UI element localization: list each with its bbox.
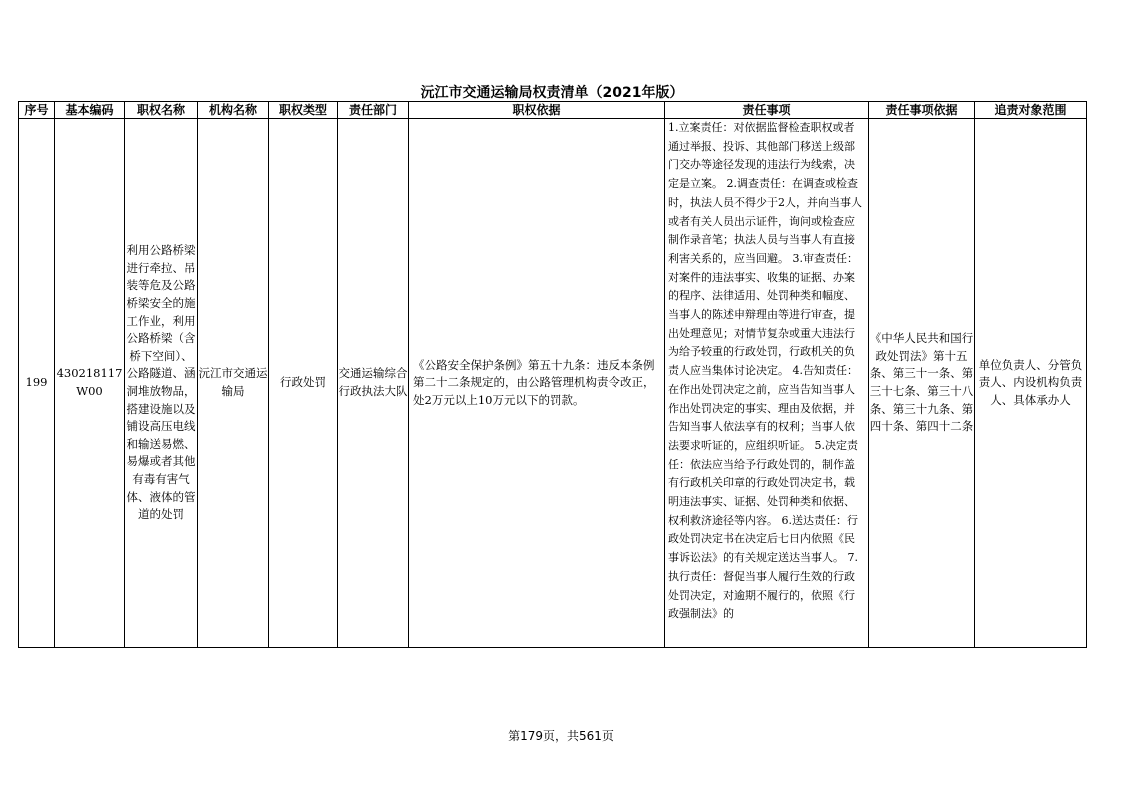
document-title: 沅江市交通运输局权责清单（2021年版） [420, 85, 684, 101]
cell-seq: 199 [19, 119, 55, 648]
cell-agency: 沅江市交通运输局 [198, 119, 269, 648]
header-basis: 职权依据 [409, 102, 665, 119]
responsibility-table [18, 101, 1087, 648]
cell-accountability: 单位负责人、分管负责人、内设机构负责人、具体承办人 [975, 119, 1087, 648]
header-power-name: 职权名称 [125, 102, 198, 119]
cell-duty-basis: 《中华人民共和国行政处罚法》第十五条、第三十一条、第三十七条、第三十八条、第三十九条、第四十条、第四十二条 [869, 119, 975, 648]
header-power-type: 职权类型 [269, 102, 338, 119]
header-row [19, 102, 1087, 119]
header-duty-basis: 责任事项依据 [869, 102, 975, 119]
cell-power-name: 利用公路桥梁进行牵拉、吊装等危及公路桥梁安全的施工作业，利用公路桥梁（含桥下空间）、公路隧道、涵洞堆放物品，搭建设施以及铺设高压电线和输送易燃、易爆或者其他有毒有害气体、液体的管道的处罚 [125, 119, 198, 648]
header-accountability: 追责对象范围 [975, 102, 1087, 119]
cell-power-type: 行政处罚 [269, 119, 338, 648]
header-code: 基本编码 [55, 102, 125, 119]
cell-basis: 《公路安全保护条例》第五十九条：违反本条例第二十二条规定的，由公路管理机构责令改正，处2万元以上10万元以下的罚款。 [409, 119, 665, 648]
cell-duties: 1.立案责任：对依据监督检查职权或者通过举报、投诉、其他部门移送上级部门交办等途径发现的违法行为线索，决定是立案。 2.调查责任：在调查或检查时，执法人员不得少于2人，并向当事人或者有关人员出示证件，询问或检查应制作录音笔；执法人员与当事人有直接利害关系的，应当回避。 3.审查责任：对案件的违法事实、收集的证据、办案的程序、法律适用、处罚种类和幅度、当事人的陈述申辩理由等进行审查，提出处理意见；对情节复杂或重大违法行为给予较重的行政处罚，行政机关的负责人应当集体讨论决定。 4.告知责任：在作出处罚决定之前，应当告知当事人作出处罚决定的事实、理由及依据，并告知当事人依法享有的权利；当事人依法要求听证的，应组织听证。 5.决定责任：依法应当给予行政处罚的，制作盖有行政机关印章的行政处罚决定书，载明违法事实、证据、处罚种类和依据、权利救济途径等内容。 6.送达责任：行政处罚决定书在决定后七日内依照《民事诉讼法》的有关规定送达当事人。 7.执行责任：督促当事人履行生效的行政处罚决定，对逾期不履行的，依照《行政强制法》的 [665, 119, 869, 648]
cell-department: 交通运输综合行政执法大队 [338, 119, 409, 648]
cell-code: 430218117W00 [55, 119, 125, 648]
page-number: 第179页，共561页 [508, 729, 614, 743]
header-duties: 责任事项 [665, 102, 869, 119]
header-seq: 序号 [19, 102, 55, 119]
table-row [19, 119, 1087, 648]
header-agency: 机构名称 [198, 102, 269, 119]
header-department: 责任部门 [338, 102, 409, 119]
